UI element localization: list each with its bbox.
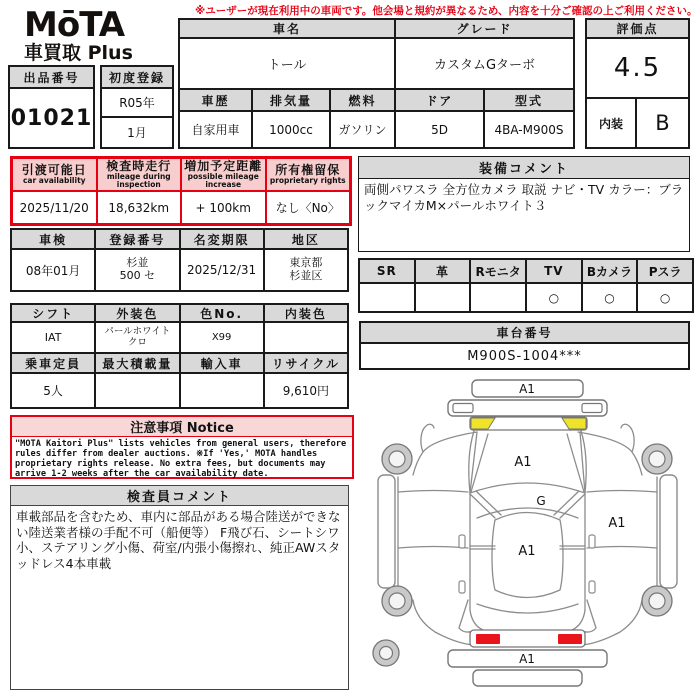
plate-value-line1: 杉並 bbox=[126, 256, 149, 270]
equip-leather-value bbox=[415, 283, 471, 312]
first-registration-month: 1月 bbox=[101, 117, 173, 148]
diagram-label-front-bumper: A1 bbox=[519, 382, 535, 396]
interior-color-header: 内装色 bbox=[264, 304, 348, 322]
first-registration-header: 初度登録 bbox=[101, 66, 173, 88]
grade-value: カスタムGターボ bbox=[395, 38, 574, 89]
recycle-value: 9,610円 bbox=[264, 373, 348, 408]
delivery-date-header-jp: 引渡可能日 bbox=[21, 162, 87, 177]
car-name-value: トール bbox=[179, 38, 395, 89]
equip-leather-header: 革 bbox=[415, 259, 471, 283]
lien-header bbox=[266, 158, 351, 191]
taillight-highlight-left bbox=[476, 634, 500, 644]
notice-body: "MOTA Kaitori Plus" lists vehicles from general users, therefore rules differ from dealer auctions. ※If 'Yes,' MOTA handles proprietary rights release. No extra fees, but documents may arrive 1-2 weeks after the car availability date. bbox=[15, 439, 347, 480]
equip-rmonitor-header: Rモニタ bbox=[470, 259, 526, 283]
car-diagram bbox=[365, 378, 685, 700]
doors-value: 5D bbox=[395, 111, 484, 148]
displacement-value: 1000cc bbox=[252, 111, 330, 148]
fuel-header: 燃料 bbox=[330, 89, 395, 111]
delivery-date-value: 2025/11/20 bbox=[12, 191, 97, 224]
inspector-comment-body: 車載部品を含むため、車内に部品がある場合陸送ができない陸送業者様の手配不可（船便等） F飛び石、シートシワ小、ステアリング小傷、荷室/内張小傷擦れ、純正AWスタッドレス4本車載 bbox=[16, 509, 341, 571]
vin-value: M900S-1004*** bbox=[360, 343, 689, 369]
shaken-header: 車検 bbox=[11, 229, 95, 249]
lien-value: なし〈No〉 bbox=[266, 191, 351, 224]
equip-bcamera-value: ○ bbox=[582, 283, 638, 312]
name-change-value: 2025/12/31 bbox=[180, 249, 264, 291]
interior-color-value bbox=[264, 322, 348, 353]
availability-table bbox=[10, 156, 352, 226]
equipment-comment-body: 両側パワスラ 全方位カメラ 取説 ナビ・TV カラー：ブラックマイカM×パールホワイト３ bbox=[364, 182, 684, 213]
equip-pslide-value: ○ bbox=[637, 283, 693, 312]
registration-table bbox=[10, 228, 349, 292]
diagram-label-roof-front: G bbox=[536, 494, 546, 508]
diagram-label-hood: A1 bbox=[514, 455, 532, 470]
equip-tv-header: TV bbox=[526, 259, 582, 283]
name-change-header: 名変期限 bbox=[180, 229, 264, 249]
interior-grade: B bbox=[636, 98, 689, 148]
inspector-comment-title: 検査員コメント bbox=[11, 486, 348, 506]
equip-sr-value bbox=[359, 283, 415, 312]
rating-header: 評価点 bbox=[586, 19, 689, 38]
exterior-color-line2: クロ bbox=[127, 336, 147, 348]
mileage-value: 18,632km bbox=[97, 191, 182, 224]
district-value-line1: 東京都 bbox=[289, 256, 323, 270]
model-code-header: 型式 bbox=[484, 89, 574, 111]
spec-table bbox=[10, 303, 349, 409]
inspector-comment-box bbox=[10, 485, 349, 690]
lien-header-jp: 所有権留保 bbox=[275, 162, 341, 177]
exterior-color-value bbox=[95, 322, 179, 353]
capacity-header: 乗車定員 bbox=[11, 353, 95, 373]
diagram-label-floor: A1 bbox=[518, 544, 536, 559]
max-load-value bbox=[95, 373, 179, 408]
notice-title: 注意事項 Notice bbox=[12, 417, 352, 437]
max-load-header: 最大積載量 bbox=[95, 353, 179, 373]
district-value-line2: 杉並区 bbox=[289, 269, 323, 282]
plate-value bbox=[95, 249, 179, 291]
delivery-date-header-en: car availability bbox=[22, 176, 86, 186]
interior-label: 内装 bbox=[586, 98, 636, 148]
district-value bbox=[264, 249, 348, 291]
model-code-value: 4BA-M900S bbox=[484, 111, 574, 148]
shift-header: シフト bbox=[11, 304, 95, 322]
equipment-comment-box bbox=[358, 156, 690, 252]
spare-tire-icon bbox=[373, 640, 399, 666]
lot-number-box bbox=[8, 65, 95, 149]
front-corner-light-right bbox=[582, 404, 602, 413]
plate-header: 登録番号 bbox=[95, 229, 179, 249]
lien-header-en: proprietary rights bbox=[269, 176, 346, 186]
first-registration-box bbox=[100, 65, 174, 149]
shift-value: IAT bbox=[11, 322, 95, 353]
mileage-increase-header bbox=[181, 158, 266, 191]
grade-header: グレード bbox=[395, 19, 574, 38]
diagram-label-rear-bumper: A1 bbox=[519, 652, 535, 666]
rating-box bbox=[585, 18, 690, 149]
side-sill-rails bbox=[378, 475, 677, 588]
mileage-increase-header-en: possible mileage increase bbox=[187, 172, 259, 190]
mileage-header bbox=[97, 158, 182, 191]
first-registration-year: R05年 bbox=[101, 88, 173, 117]
mileage-header-en: mileage during inspection bbox=[106, 172, 171, 190]
import-value bbox=[180, 373, 264, 408]
import-header: 輸入車 bbox=[180, 353, 264, 373]
vehicle-table bbox=[178, 18, 575, 149]
equip-sr-header: SR bbox=[359, 259, 415, 283]
car-name-header: 車名 bbox=[179, 19, 395, 38]
delivery-date-header bbox=[12, 158, 97, 191]
equipment-table bbox=[358, 258, 694, 313]
recycle-header: リサイクル bbox=[264, 353, 348, 373]
usage-warning-text: ※ユーザーが現在利用中の車両です。他会場と規約が異なるため、内容を十分ご確認の上ご利用ください。 bbox=[195, 5, 698, 17]
equip-rmonitor-value bbox=[470, 283, 526, 312]
equip-tv-value: ○ bbox=[526, 283, 582, 312]
capacity-value: 5人 bbox=[11, 373, 95, 408]
rear-lower-bar bbox=[473, 670, 582, 686]
plate-value-line2: 500 セ bbox=[119, 269, 156, 282]
equipment-comment-title: 装備コメント bbox=[359, 157, 689, 179]
shaken-value: 08年01月 bbox=[11, 249, 95, 291]
mileage-increase-header-jp: 増加予定距離 bbox=[184, 159, 263, 174]
diagram-label-right-side: A1 bbox=[608, 516, 626, 531]
notice-box bbox=[10, 415, 354, 479]
vin-box bbox=[359, 321, 690, 370]
vin-header: 車台番号 bbox=[360, 322, 689, 343]
exterior-color-header: 外装色 bbox=[95, 304, 179, 322]
logo-sub-text: 車買取 Plus bbox=[24, 42, 133, 64]
fuel-value: ガソリン bbox=[330, 111, 395, 148]
history-header: 車歴 bbox=[179, 89, 252, 111]
mileage-increase-value: + 100km bbox=[181, 191, 266, 224]
color-no-header: 色No. bbox=[180, 304, 264, 322]
district-header: 地区 bbox=[264, 229, 348, 249]
mota-logo bbox=[24, 5, 133, 64]
equip-bcamera-header: Bカメラ bbox=[582, 259, 638, 283]
equip-pslide-header: Pスラ bbox=[637, 259, 693, 283]
lot-number-header: 出品番号 bbox=[9, 66, 94, 88]
displacement-header: 排気量 bbox=[252, 89, 330, 111]
doors-header: ドア bbox=[395, 89, 484, 111]
logo-brand-text: MōTA bbox=[24, 5, 125, 45]
taillight-highlight-right bbox=[558, 634, 582, 644]
history-value: 自家用車 bbox=[179, 111, 252, 148]
rating-score: 4.5 bbox=[586, 38, 689, 98]
color-no-value: X99 bbox=[180, 322, 264, 353]
front-corner-light-left bbox=[453, 404, 473, 413]
exterior-color-line1: パールホワイト bbox=[104, 326, 171, 338]
mileage-header-jp: 検査時走行 bbox=[106, 159, 172, 174]
lot-number-value: 01021 bbox=[9, 88, 94, 148]
